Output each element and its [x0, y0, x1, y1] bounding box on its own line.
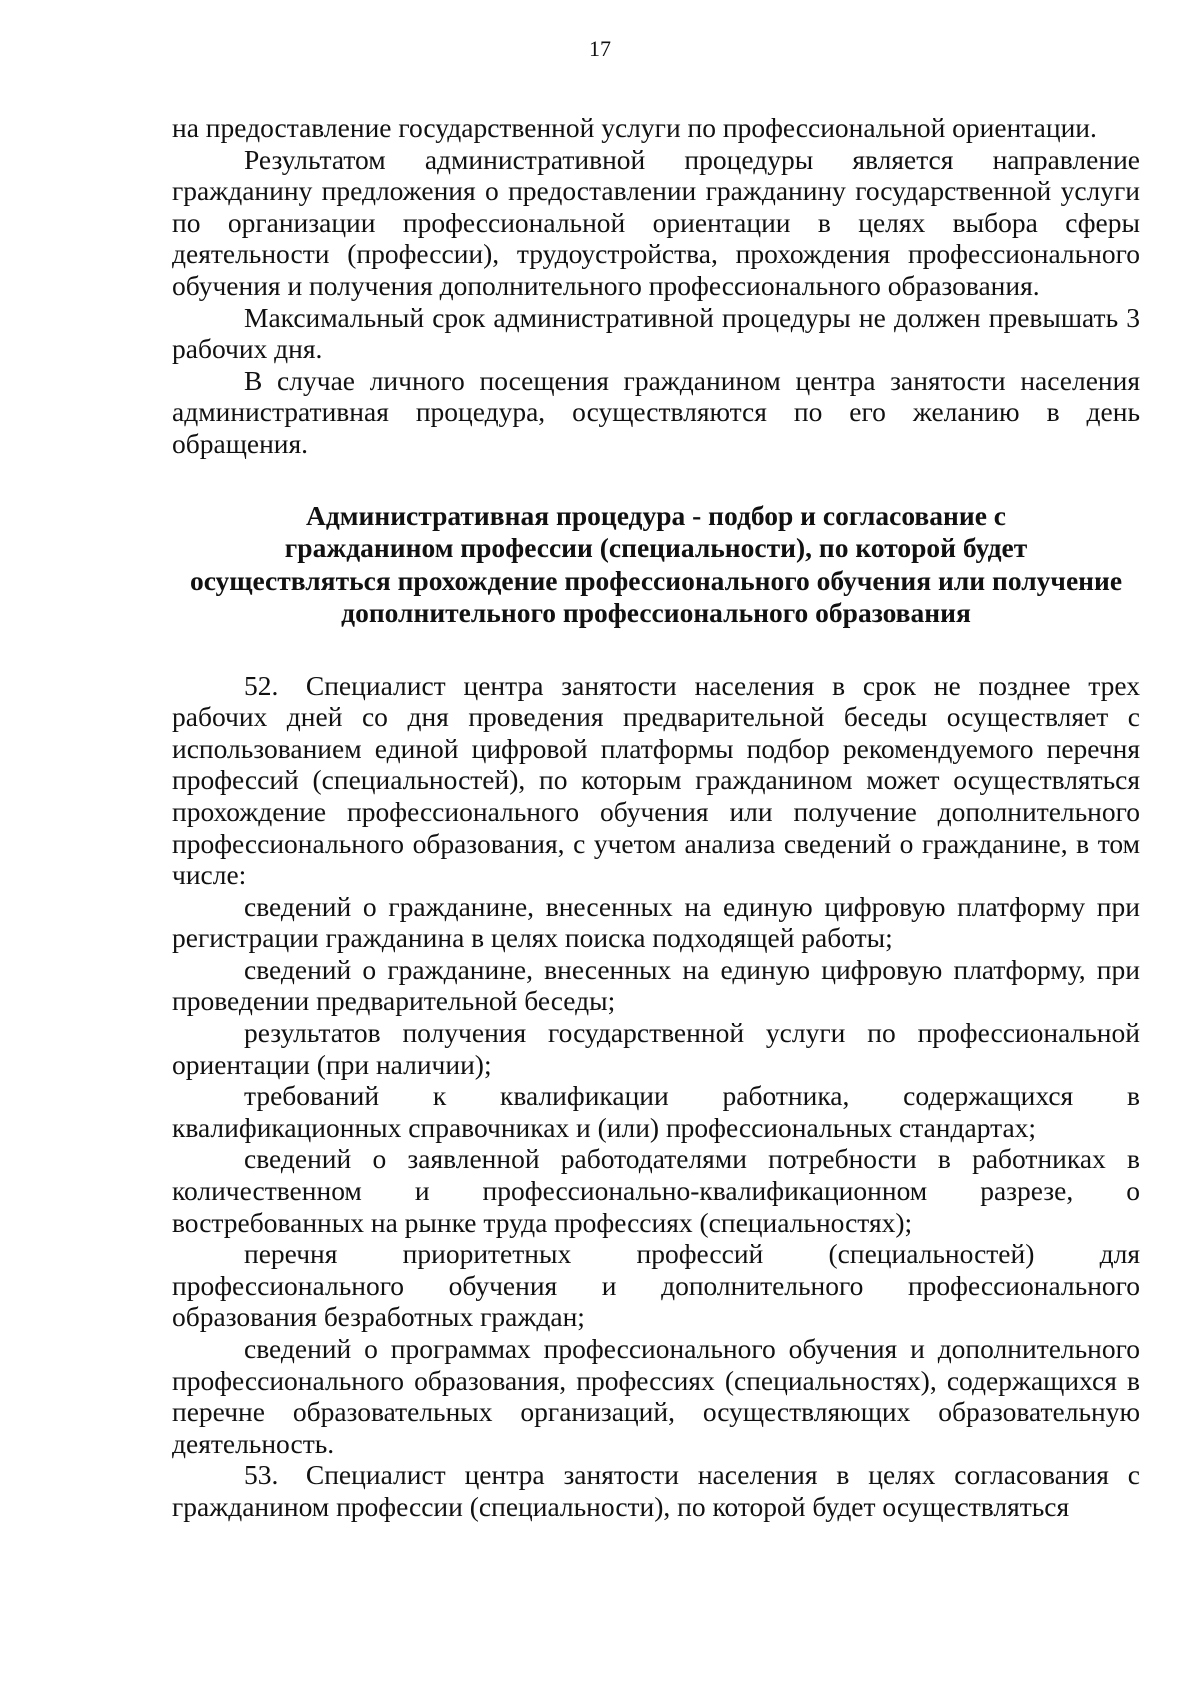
list-item-qualification-requirements: требований к квалификации работника, содержащихся в квалификационных справочниках и (или) профессиональных стандартах; [172, 1080, 1140, 1143]
paragraph-item-52: 52. Специалист центра занятости населения в срок не позднее трех рабочих дней со дня проведения предварительной беседы осуществляет с использованием единой цифровой платформы подбор рекомендуемого перечня профессий (специальностей), по которым гражданином может осуществляться прохождение профессионального обучения или получение дополнительного профессионального образования, с учетом анализа сведений о гражданине, в том числе: [172, 669, 1140, 891]
heading-line: Административная процедура - подбор и согласование с [306, 499, 1006, 531]
list-item-orientation-results: результатов получения государственной услуги по профессиональной ориентации (при наличии); [172, 1017, 1140, 1080]
list-item-registration-info: сведений о гражданине, внесенных на единую цифровую платформу при регистрации гражданина в целях поиска подходящей работы; [172, 890, 1140, 954]
heading-line: гражданином профессии (специальности), по которой будет [284, 532, 1028, 564]
list-item-priority-professions: перечня приоритетных профессий (специальностей) для профессионального обучения и дополнительного профессионального образования безработных граждан; [172, 1238, 1140, 1333]
paragraph-item-53: 53. Специалист центра занятости населения в целях согласования с гражданином профессии (специальности), по которой будет осуществляться [172, 1459, 1140, 1522]
heading-line: дополнительного профессионального образования [341, 597, 971, 629]
document-body [172, 112, 1140, 1523]
paragraph-personal-visit: В случае личного посещения гражданином центра занятости населения административная процедура, осуществляются по его желанию в день обращения. [172, 364, 1140, 459]
list-item-education-programs: сведений о программах профессионального обучения и дополнительного профессионального образования, профессиях (специальностях), содержащихся в перечне образовательных организаций, осуществляющих образовательную деятельность. [172, 1333, 1140, 1459]
list-item-preliminary-talk-info: сведений о гражданине, внесенных на единую цифровую платформу, при проведении предварительной беседы; [172, 953, 1140, 1017]
paragraph-continuation: на предоставление государственной услуги по профессиональной ориентации. [172, 112, 1097, 143]
list-item-employer-demand: сведений о заявленной работодателями потребности в работниках в количественном и профессионально-квалификационном разрезе, о востребованных на рынке труда профессиях (специальностях); [172, 1143, 1140, 1238]
heading-line: осуществляться прохождение профессионального обучения или получение [189, 564, 1123, 596]
section-heading [172, 500, 1140, 630]
page-number: 17 [589, 36, 611, 61]
paragraph-result: Результатом административной процедуры является направление гражданину предложения о предоставлении гражданину государственной услуги по организации профессиональной ориентации в целях выбора сферы деятельности (профессии), трудоустройства, прохождения профессионального обучения и получения дополнительного профессионального образования. [172, 143, 1140, 301]
paragraph-max-term: Максимальный срок административной процедуры не должен превышать 3 рабочих дня. [172, 301, 1140, 365]
